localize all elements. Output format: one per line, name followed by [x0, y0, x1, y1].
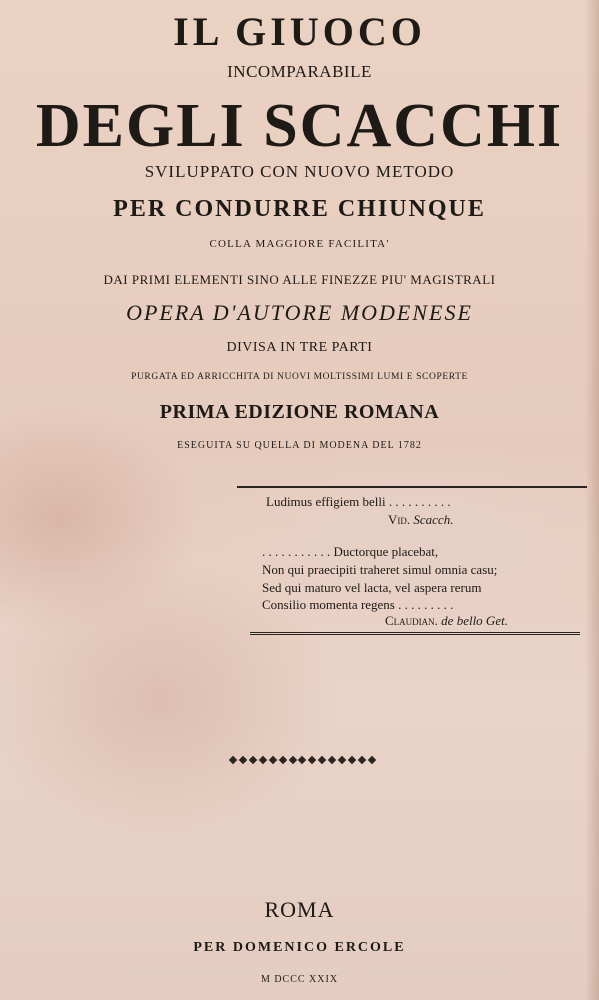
author-line: OPERA D'AUTORE MODENESE — [126, 300, 473, 325]
ornament-divider — [230, 754, 375, 766]
attribution-work: de bello Get. — [441, 613, 508, 628]
title-line-incomparabile: INCOMPARABILE — [227, 62, 372, 81]
parts-line: DIVISA IN TRE PARTI — [226, 340, 373, 355]
title-line-giuoco: IL GIUOCO — [173, 9, 426, 54]
epigraph-line-6: Consilio momenta regens . . . . . . . . . — [262, 597, 454, 612]
epigraph-line-1: Ludimus effigiem belli . . . . . . . . . . — [266, 494, 451, 509]
epigraph-top-rule — [237, 486, 587, 488]
eseguita-line: ESEGUITA SU QUELLA DI MODENA DEL 1782 — [177, 440, 422, 451]
main-title: DEGLI SCACCHI — [35, 92, 564, 160]
subtitle-condurre: PER CONDURRE CHIUNQUE — [113, 196, 486, 222]
purgata-line: PURGATA ED ARRICCHITA DI NUOVI MOLTISSIMI LUMI E SCOPERTE — [131, 372, 468, 382]
epigraph-line-5: Sed qui maturo vel lacta, vel aspera rerum — [262, 580, 482, 595]
epigraph-line-3: . . . . . . . . . . . Ductorque placebat, — [262, 544, 439, 559]
epigraph-attribution-1 — [388, 512, 453, 528]
subtitle-elementi: DAI PRIMI ELEMENTI SINO ALLE FINEZZE PIU' MAGISTRALI — [103, 272, 496, 287]
attribution-author: Claudian. — [385, 613, 438, 628]
imprint-year: M DCCC XXIX — [260, 974, 339, 985]
attribution-author: Vid. — [388, 512, 411, 527]
epigraph-line-4: Non qui praecipiti traheret simul omnia casu; — [262, 562, 498, 577]
imprint-city: ROMA — [264, 897, 335, 922]
edition-line: PRIMA EDIZIONE ROMANA — [159, 401, 440, 423]
epigraph-attribution-2 — [385, 613, 508, 629]
subtitle-facilita: COLLA MAGGIORE FACILITA' — [209, 238, 390, 250]
attribution-work: Scacch. — [413, 512, 454, 527]
subtitle-sviluppato: SVILUPPATO CON NUOVO METODO — [144, 162, 455, 181]
epigraph-bottom-rule — [250, 632, 580, 633]
imprint-printer: PER DOMENICO ERCOLE — [193, 940, 406, 955]
